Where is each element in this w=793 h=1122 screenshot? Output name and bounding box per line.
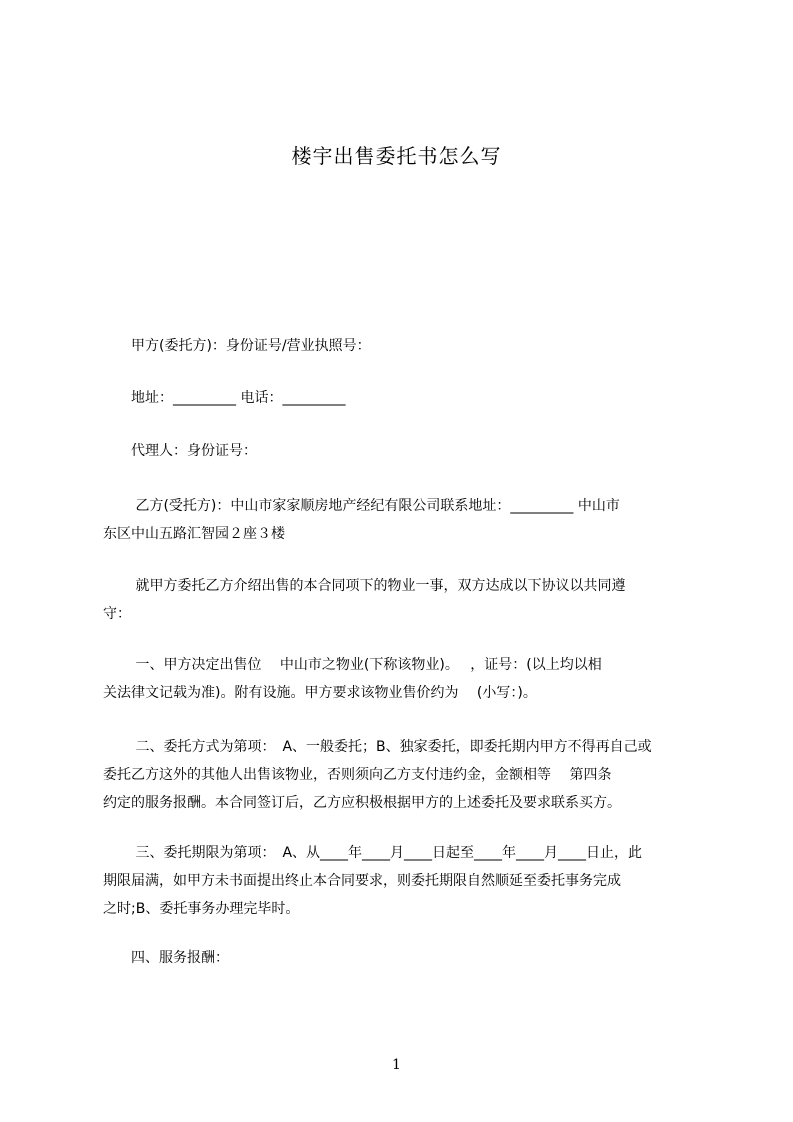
clause-4-heading bbox=[103, 944, 707, 972]
clause-2-paragraph bbox=[103, 733, 707, 817]
text-line: 就甲方委托乙方介绍出售的本合同项下的物业一事，双方达成以下协议以共同遵 bbox=[103, 578, 626, 594]
clause-3-paragraph bbox=[103, 839, 707, 923]
party-b-paragraph bbox=[103, 492, 707, 548]
text-line: 地址：_________ 电话：_________ bbox=[103, 390, 346, 406]
text-line: 东区中山五路汇智园２座３楼 bbox=[103, 526, 285, 542]
text-line: 一、甲方决定出售位 中山市之物业(下称该物业)。 ，证号：(以上均以相 bbox=[103, 657, 602, 673]
document-title: 楼宇出售委托书怎么写 bbox=[291, 144, 502, 168]
text-line: 二、委托方式为第项： A、一般委托；B、独家委托，即委托期内甲方不得再自己或 bbox=[103, 739, 652, 755]
text-line: 四、服务报酬： bbox=[103, 950, 229, 966]
address-phone-line bbox=[103, 384, 707, 412]
text-line: 之时;B、委托事务办理完毕时。 bbox=[103, 901, 300, 917]
text-line: 三、委托期限为第项： A、从____年____月____日起至____年____月____日止，此 bbox=[103, 845, 643, 861]
party-a-line bbox=[103, 332, 707, 360]
agent-line bbox=[103, 437, 707, 465]
page-number: 1 bbox=[392, 1057, 401, 1073]
text-line: 乙方(受托方)：中山市家家顺房地产经纪有限公司联系地址：_________ 中山市 bbox=[103, 498, 620, 514]
text-line: 关法律文记载为准)。附有设施。甲方要求该物业售价约为 (小写：)。 bbox=[103, 685, 537, 701]
text-line: 委托乙方这外的其他人出售该物业，否则须向乙方支付违约金，金额相等 第四条 bbox=[103, 767, 612, 783]
text-line: 期限届满，如甲方未书面提出终止本合同要求，则委托期限自然顺延至委托事务完成 bbox=[103, 873, 621, 889]
text-line: 代理人：身份证号： bbox=[103, 443, 257, 459]
clause-1-paragraph bbox=[103, 651, 707, 707]
text-line: 约定的服务报酬。本合同签订后，乙方应积极根据甲方的上述委托及要求联系买方。 bbox=[103, 795, 621, 811]
text-line: 甲方(委托方)：身份证号/营业执照号： bbox=[103, 338, 371, 354]
agreement-intro-paragraph bbox=[103, 572, 707, 628]
text-line: 守： bbox=[103, 606, 131, 622]
